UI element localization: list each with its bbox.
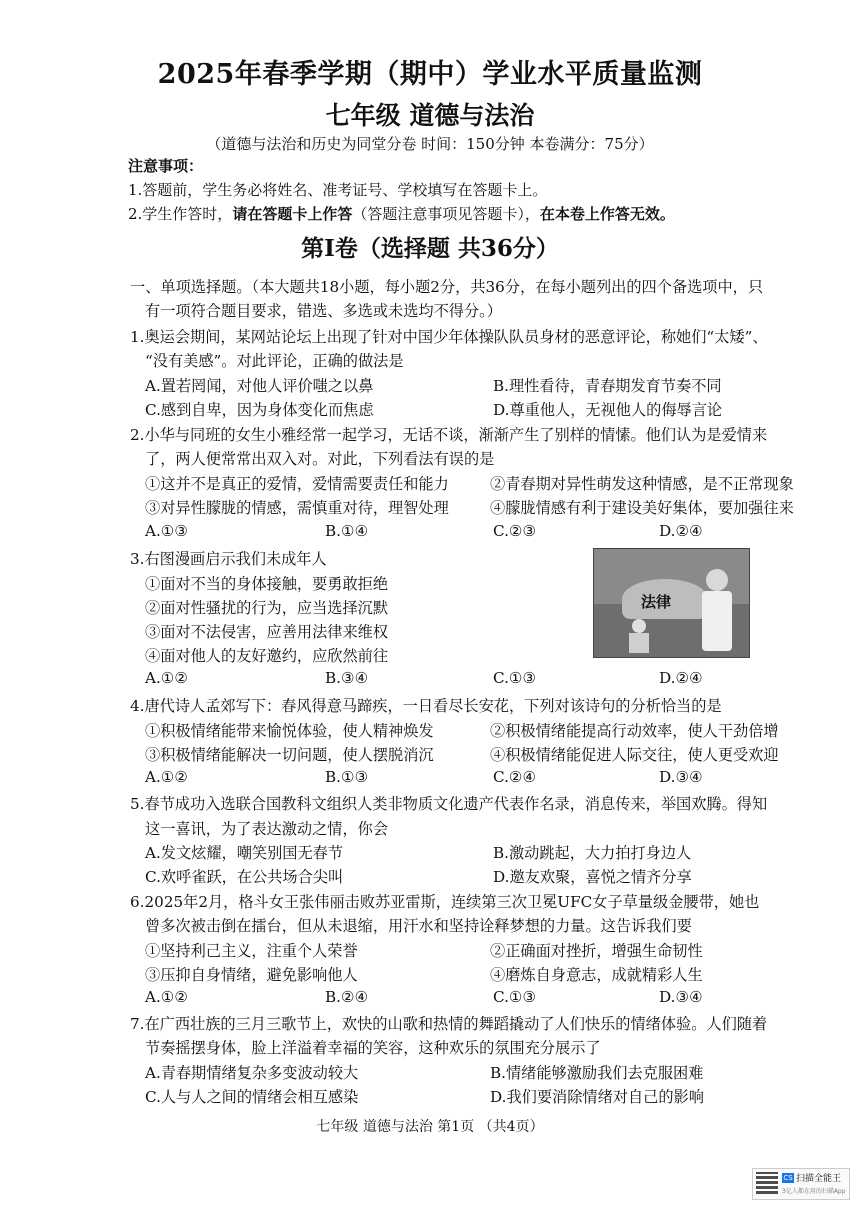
q7-option-c: C.人与人之间的情绪会相互感染 bbox=[145, 1088, 359, 1106]
q3-option-b: B.③④ bbox=[325, 669, 369, 687]
q2-statement-2: ②青春期对异性萌发这种情感，是不正常现象 bbox=[490, 475, 794, 493]
q3-statement-4: ④面对他人的友好邀约，应欣然前往 bbox=[145, 647, 388, 665]
q2-option-b: B.①④ bbox=[325, 522, 369, 540]
camscanner-badge bbox=[752, 1168, 850, 1200]
q4-stem: 4.唐代诗人孟郊写下：春风得意马蹄疾，一日看尽长安花，下列对该诗句的分析恰当的是 bbox=[130, 697, 722, 715]
q4-option-c: C.②④ bbox=[493, 768, 537, 786]
q3-option-a: A.①② bbox=[145, 669, 189, 687]
q2-option-c: C.②③ bbox=[493, 522, 537, 540]
adult-figure-head bbox=[706, 569, 728, 591]
q2-statement-1: ①这并不是真正的爱情，爱情需要责任和能力 bbox=[145, 475, 449, 493]
notice-item-2-d: 在本卷上作答无效。 bbox=[539, 205, 675, 223]
q5-option-d: D.邀友欢聚，喜悦之情齐分享 bbox=[493, 868, 692, 886]
q2-stem-2: 了，两人便常常出双入对。对此，下列看法有误的是 bbox=[145, 450, 495, 468]
q4-statement-4: ④积极情绪能促进人际交往，使人更受欢迎 bbox=[490, 746, 779, 764]
notice-item-2-a: 2.学生作答时， bbox=[128, 205, 233, 223]
q3-statement-3: ③面对不法侵害，应善用法律来维权 bbox=[145, 623, 388, 641]
q5-stem-2: 这一喜讯，为了表达激动之情，你会 bbox=[145, 820, 388, 838]
q7-stem-1: 7.在广西壮族的三月三歌节上，欢快的山歌和热情的舞蹈撬动了人们快乐的情绪体验。人们随着 bbox=[130, 1015, 768, 1033]
q6-statement-1: ①坚持利己主义，注重个人荣誉 bbox=[145, 942, 358, 960]
q4-statement-1: ①积极情绪能带来愉悦体验，使人精神焕发 bbox=[145, 722, 434, 740]
q7-option-a: A.青春期情绪复杂多变波动较大 bbox=[145, 1064, 359, 1082]
notice-item-2-b: 请在答题卡上作答 bbox=[232, 205, 353, 223]
qr-code-icon bbox=[756, 1172, 778, 1194]
q6-option-d: D.③④ bbox=[659, 988, 703, 1006]
q6-option-c: C.①③ bbox=[493, 988, 537, 1006]
camscanner-name: 扫描全能王 bbox=[796, 1174, 842, 1184]
q1-option-a: A.置若罔闻，对他人评价嗤之以鼻 bbox=[145, 377, 374, 395]
exam-subject: 七年级 道德与法治 bbox=[325, 101, 535, 130]
q6-stem-2: 曾多次被击倒在擂台，但从未退缩，用汗水和坚持诠释梦想的力量。这告诉我们要 bbox=[145, 917, 692, 935]
q1-stem-1: 1.奥运会期间，某网站论坛上出现了针对中国少年体操队队员身材的恶意评论，称她们“太矮”、 bbox=[130, 328, 768, 346]
q5-option-a: A.发文炫耀，嘲笑别国无春节 bbox=[145, 844, 344, 862]
q3-cartoon-image bbox=[593, 548, 750, 658]
section-intro-1: 一、单项选择题。（本大题共18小题，每小题2分，共36分，在每小题列出的四个备选项中，只 bbox=[130, 278, 764, 296]
page-footer: 七年级 道德与法治 第1页 （共4页） bbox=[316, 1119, 544, 1135]
q7-option-d: D.我们要消除情绪对自己的影响 bbox=[490, 1088, 704, 1106]
camscanner-logo: CS bbox=[783, 1174, 793, 1182]
child-figure-body bbox=[629, 633, 649, 653]
q6-option-a: A.①② bbox=[145, 988, 189, 1006]
q6-statement-3: ③压抑自身情绪，避免影响他人 bbox=[145, 966, 358, 984]
q3-option-d: D.②④ bbox=[659, 669, 703, 687]
section-title: 第Ⅰ卷（选择题 共36分） bbox=[301, 235, 559, 262]
q3-option-c: C.①③ bbox=[493, 669, 537, 687]
notice-item-2-c: （答题注意事项见答题卡）， bbox=[352, 205, 540, 223]
notice-item-2 bbox=[128, 203, 675, 224]
q6-statement-2: ②正确面对挫折，增强生命韧性 bbox=[490, 942, 703, 960]
exam-title: 2025年春季学期（期中）学业水平质量监测 bbox=[157, 59, 703, 90]
cartoon-label: 法律 bbox=[641, 593, 672, 611]
q2-stem-1: 2.小华与同班的女生小雅经常一起学习，无话不谈，渐渐产生了别样的情愫。他们认为是爱情来 bbox=[130, 426, 768, 444]
q2-statement-3: ③对异性朦胧的情感，需慎重对待，理智处理 bbox=[145, 499, 449, 517]
q3-stem: 3.右图漫画启示我们未成年人 bbox=[130, 550, 327, 568]
q3-statement-1: ①面对不当的身体接触，要勇敢拒绝 bbox=[145, 575, 388, 593]
q2-option-d: D.②④ bbox=[659, 522, 703, 540]
q6-option-b: B.②④ bbox=[325, 988, 369, 1006]
q4-statement-3: ③积极情绪能解决一切问题，使人摆脱消沉 bbox=[145, 746, 434, 764]
q4-option-b: B.①③ bbox=[325, 768, 369, 786]
child-figure-head bbox=[632, 619, 646, 633]
notice-heading: 注意事项： bbox=[128, 157, 204, 175]
q1-option-d: D.尊重他人，无视他人的侮辱言论 bbox=[493, 401, 723, 419]
q5-option-c: C.欢呼雀跃，在公共场合尖叫 bbox=[145, 868, 344, 886]
section-intro-2: 有一项符合题目要求，错选、多选或未选均不得分。） bbox=[145, 302, 502, 320]
camscanner-tagline: 3亿人都在用的扫描App bbox=[782, 1188, 846, 1195]
q1-stem-2: “没有美感”。对此评论，正确的做法是 bbox=[145, 352, 404, 370]
q5-option-b: B.激动跳起，大力拍打身边人 bbox=[493, 844, 692, 862]
q6-statement-4: ④磨炼自身意志，成就精彩人生 bbox=[490, 966, 703, 984]
q4-option-a: A.①② bbox=[145, 768, 189, 786]
q4-statement-2: ②积极情绪能提高行动效率，使人干劲倍增 bbox=[490, 722, 779, 740]
q6-stem-1: 6.2025年2月，格斗女王张伟丽击败苏亚雷斯，连续第三次卫冕UFC女子草量级金腰带，她也 bbox=[130, 893, 760, 911]
q2-option-a: A.①③ bbox=[145, 522, 189, 540]
q4-option-d: D.③④ bbox=[659, 768, 703, 786]
q5-stem-1: 5.春节成功入选联合国教科文组织人类非物质文化遗产代表作名录，消息传来，举国欢腾。得知 bbox=[130, 795, 768, 813]
exam-info: （道德与法治和历史为同堂分卷 时间：150分钟 本卷满分：75分） bbox=[206, 135, 654, 153]
q3-statement-2: ②面对性骚扰的行为，应当选择沉默 bbox=[145, 599, 388, 617]
notice-item-1: 1.答题前，学生务必将姓名、准考证号、学校填写在答题卡上。 bbox=[128, 181, 548, 199]
q7-option-b: B.情绪能够激励我们去克服困难 bbox=[490, 1064, 704, 1082]
q7-stem-2: 节奏摇摆身体，脸上洋溢着幸福的笑容，这种欢乐的氛围充分展示了 bbox=[145, 1039, 601, 1057]
adult-figure-body bbox=[702, 591, 732, 651]
q1-option-c: C.感到自卑，因为身体变化而焦虑 bbox=[145, 401, 374, 419]
q2-statement-4: ④朦胧情感有利于建设美好集体，要加强往来 bbox=[490, 499, 794, 517]
q1-option-b: B.理性看待，青春期发育节奏不同 bbox=[493, 377, 722, 395]
